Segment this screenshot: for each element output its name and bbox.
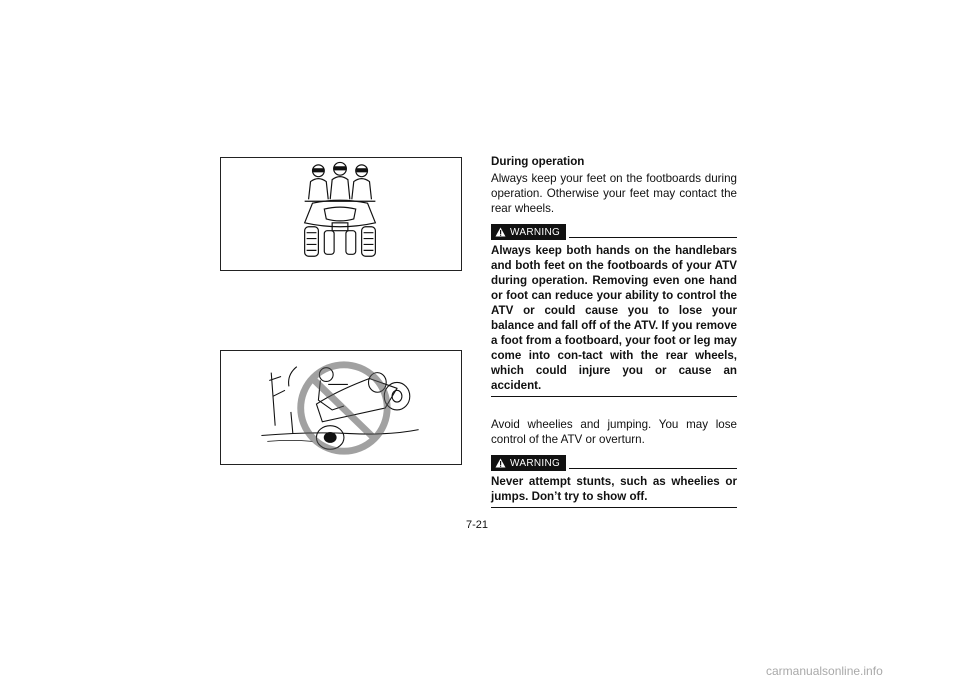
paragraph-wheelies: Avoid wheelies and jumping. You may lose control of the ATV or overturn. [491,418,737,446]
warning-label: WARNING [510,457,561,469]
warning-triangle-icon [495,458,506,468]
illustration-riders-on-atv [220,157,462,271]
warning-header-2 [491,455,737,471]
warning-rule [569,457,737,469]
wheelie-drawing [221,351,461,464]
warning-triangle-icon [495,227,506,237]
warning-header-1 [491,224,737,240]
text-column [491,154,737,508]
illustration-wheelie-prohibited [220,350,462,465]
warning-rule [569,226,737,238]
atv-riders-drawing [221,158,461,270]
warning-badge [491,224,566,240]
section-heading: During operation [491,155,585,168]
warning-text-stunts: Never attempt stunts, such as wheelies or jumps. Don’t try to show off. [491,474,737,508]
page-number: 7-21 [466,519,489,531]
paragraph-feet-footboards: Always keep your feet on the footboards during operation. Otherwise your feet may contact the rear wheels. [491,172,737,215]
warning-badge [491,455,566,471]
footer-watermark: carmanualsonline.info [766,664,883,678]
warning-label: WARNING [510,226,561,238]
warning-text-hands-feet: Always keep both hands on the handlebars and both feet on the footboards of your ATV during operation. Removing even one hand or foot can reduce your ability to control the ATV or could cause you to lose your balance and fall off of the ATV. If you remove a foot from a footboard, your foot or leg may come into con-tact with the rear wheels, which could injure you or cause an accident. [491,243,737,397]
